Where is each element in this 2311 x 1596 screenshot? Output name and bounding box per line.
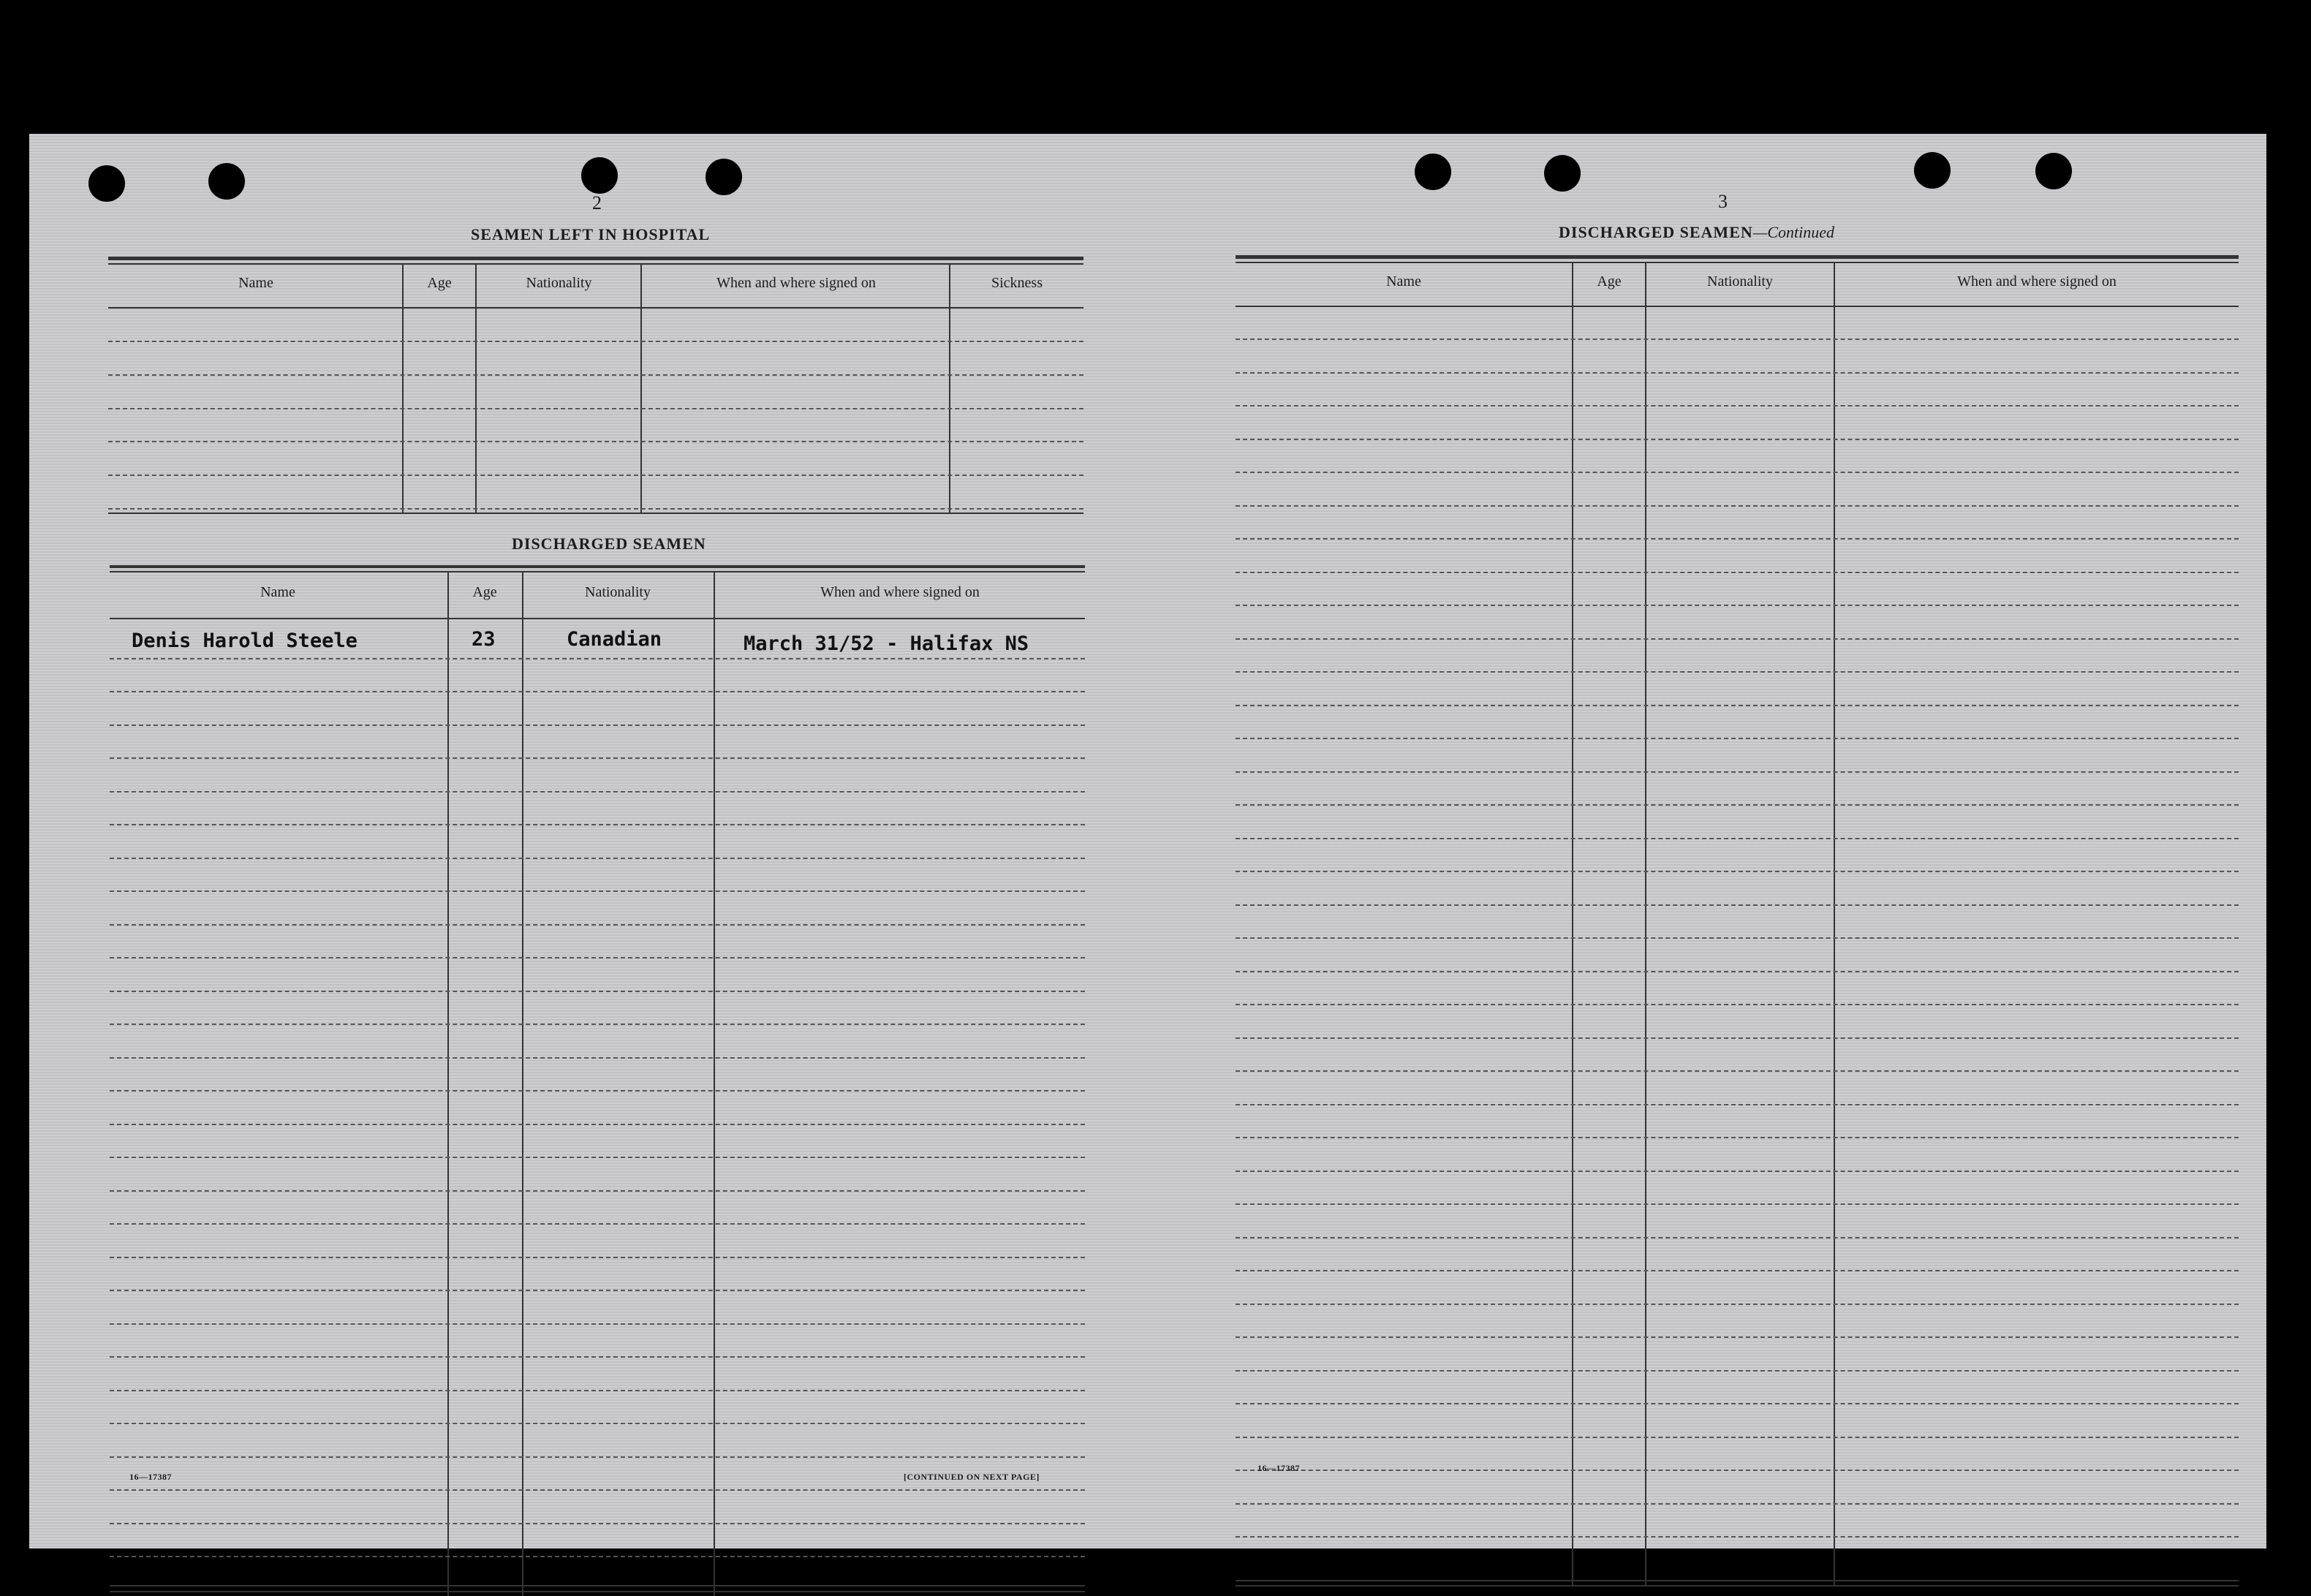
row-line <box>1236 505 2239 507</box>
column-header-age: Age <box>427 275 452 291</box>
row-line <box>108 341 1083 342</box>
column-header-age: Age <box>1597 273 1622 290</box>
punch-hole <box>2035 153 2072 189</box>
row-line <box>1236 671 2239 673</box>
punch-hole <box>208 163 245 200</box>
row-line <box>1236 838 2239 839</box>
column-header-signed-on: When and where signed on <box>716 275 876 291</box>
table-bottom-rule <box>1236 1580 2239 1581</box>
punch-hole <box>88 165 125 202</box>
row-line <box>1236 1070 2239 1072</box>
row-line <box>108 441 1083 442</box>
row-line <box>110 1090 1085 1092</box>
punch-hole <box>1415 154 1451 190</box>
row-line <box>1236 472 2239 473</box>
row-line <box>1236 1403 2239 1404</box>
table-bottom-rule <box>108 513 1083 514</box>
form-number: 16—17387 <box>129 1472 172 1482</box>
row-line <box>110 1157 1085 1158</box>
row-line <box>110 1390 1085 1391</box>
column-divider <box>1834 262 1835 1585</box>
row-line <box>110 1323 1085 1325</box>
header-rule <box>108 307 1083 309</box>
row-line <box>110 1556 1085 1557</box>
row-line <box>1236 405 2239 406</box>
form-number: 16—17387 <box>1257 1463 1300 1473</box>
punch-hole <box>1544 155 1581 192</box>
row-line <box>110 1456 1085 1458</box>
row-line <box>110 691 1085 692</box>
column-header-sickness: Sickness <box>991 275 1043 291</box>
row-line <box>110 890 1085 892</box>
column-header-name: Name <box>1386 273 1421 290</box>
column-header-nationality: Nationality <box>1707 273 1773 290</box>
seaman-age: 23 <box>472 628 496 651</box>
row-line <box>108 408 1083 409</box>
row-line <box>1236 372 2239 374</box>
row-line <box>110 1356 1085 1358</box>
column-header-signed-on: When and where signed on <box>1957 273 2117 290</box>
row-line <box>1236 738 2239 739</box>
row-line <box>1236 605 2239 606</box>
column-divider <box>1645 262 1646 1585</box>
row-line <box>110 957 1085 958</box>
table-top-rule <box>110 565 1085 568</box>
row-line <box>110 1223 1085 1225</box>
discharged-continued-title <box>1559 223 1834 242</box>
row-line <box>1236 705 2239 706</box>
row-line <box>1236 1270 2239 1271</box>
row-line <box>1236 439 2239 440</box>
table-top-rule <box>108 257 1083 260</box>
row-line <box>1236 1336 2239 1338</box>
row-line <box>1236 572 2239 573</box>
table-top-rule <box>110 571 1085 572</box>
row-line <box>1236 1037 2239 1039</box>
row-line <box>1236 904 2239 906</box>
column-header-age: Age <box>472 584 497 600</box>
hospital-section-title: SEAMEN LEFT IN HOSPITAL <box>471 225 711 243</box>
row-line <box>1236 1304 2239 1305</box>
table-top-rule <box>1236 255 2239 259</box>
row-line <box>1236 771 2239 773</box>
document-sheet <box>29 134 2266 1548</box>
row-line <box>110 1257 1085 1258</box>
row-line <box>1236 339 2239 340</box>
row-line <box>110 991 1085 992</box>
row-line <box>1236 1437 2239 1438</box>
column-divider <box>447 572 449 1596</box>
row-line <box>1236 1004 2239 1005</box>
header-rule <box>110 618 1085 619</box>
row-line <box>1236 937 2239 939</box>
row-line <box>1236 1104 2239 1105</box>
punch-hole <box>706 159 742 195</box>
punch-hole <box>1914 152 1951 189</box>
row-line <box>110 858 1085 859</box>
row-line <box>108 474 1083 476</box>
seaman-name: Denis Harold Steele <box>132 629 358 652</box>
row-line <box>1236 1470 2239 1471</box>
column-divider <box>714 572 715 1596</box>
table-top-rule <box>108 263 1083 265</box>
row-line <box>110 725 1085 726</box>
row-line <box>1236 1503 2239 1505</box>
row-line <box>1236 871 2239 872</box>
row-line <box>110 1489 1085 1491</box>
row-line <box>110 1057 1085 1059</box>
row-line <box>110 1290 1085 1291</box>
column-header-nationality: Nationality <box>526 275 592 291</box>
row-line <box>110 924 1085 926</box>
row-line <box>110 1423 1085 1424</box>
page-number: 2 <box>592 192 602 213</box>
row-line <box>110 824 1085 825</box>
row-line <box>1236 538 2239 540</box>
table-top-rule <box>1236 262 2239 263</box>
punch-hole <box>581 157 618 194</box>
title-text: DISCHARGED SEAMEN <box>1559 223 1753 241</box>
continued-note: [CONTINUED ON NEXT PAGE] <box>904 1472 1040 1482</box>
page-number: 3 <box>1718 191 1728 212</box>
row-line <box>1236 1370 2239 1372</box>
row-line <box>1236 804 2239 806</box>
title-suffix: —Continued <box>1752 223 1834 241</box>
column-header-signed-on: When and where signed on <box>820 584 980 600</box>
table-bottom-rule <box>1236 1585 2239 1586</box>
column-divider <box>522 572 523 1596</box>
row-line <box>110 791 1085 793</box>
column-header-name: Name <box>260 584 295 600</box>
row-line <box>108 374 1083 376</box>
row-line <box>110 1124 1085 1125</box>
signed-on-date-place: March 31/52 - Halifax NS <box>744 632 1029 655</box>
row-line <box>1236 971 2239 972</box>
row-line <box>1236 1137 2239 1138</box>
row-line <box>110 658 1085 659</box>
row-line <box>1236 1237 2239 1238</box>
seaman-nationality: Canadian <box>567 628 662 651</box>
row-line <box>110 1024 1085 1025</box>
header-rule <box>1236 306 2239 307</box>
row-line <box>110 1190 1085 1192</box>
discharged-section-title: DISCHARGED SEAMEN <box>512 534 706 553</box>
row-line <box>110 1523 1085 1524</box>
row-line <box>1236 1203 2239 1205</box>
row-line <box>110 757 1085 759</box>
row-line <box>108 508 1083 510</box>
row-line <box>1236 1170 2239 1172</box>
table-bottom-rule <box>110 1585 1085 1586</box>
table-bottom-rule <box>110 1591 1085 1592</box>
row-line <box>1236 1536 2239 1538</box>
column-header-name: Name <box>238 275 273 291</box>
column-header-nationality: Nationality <box>585 584 651 600</box>
column-divider <box>1572 262 1573 1585</box>
row-line <box>1236 638 2239 640</box>
